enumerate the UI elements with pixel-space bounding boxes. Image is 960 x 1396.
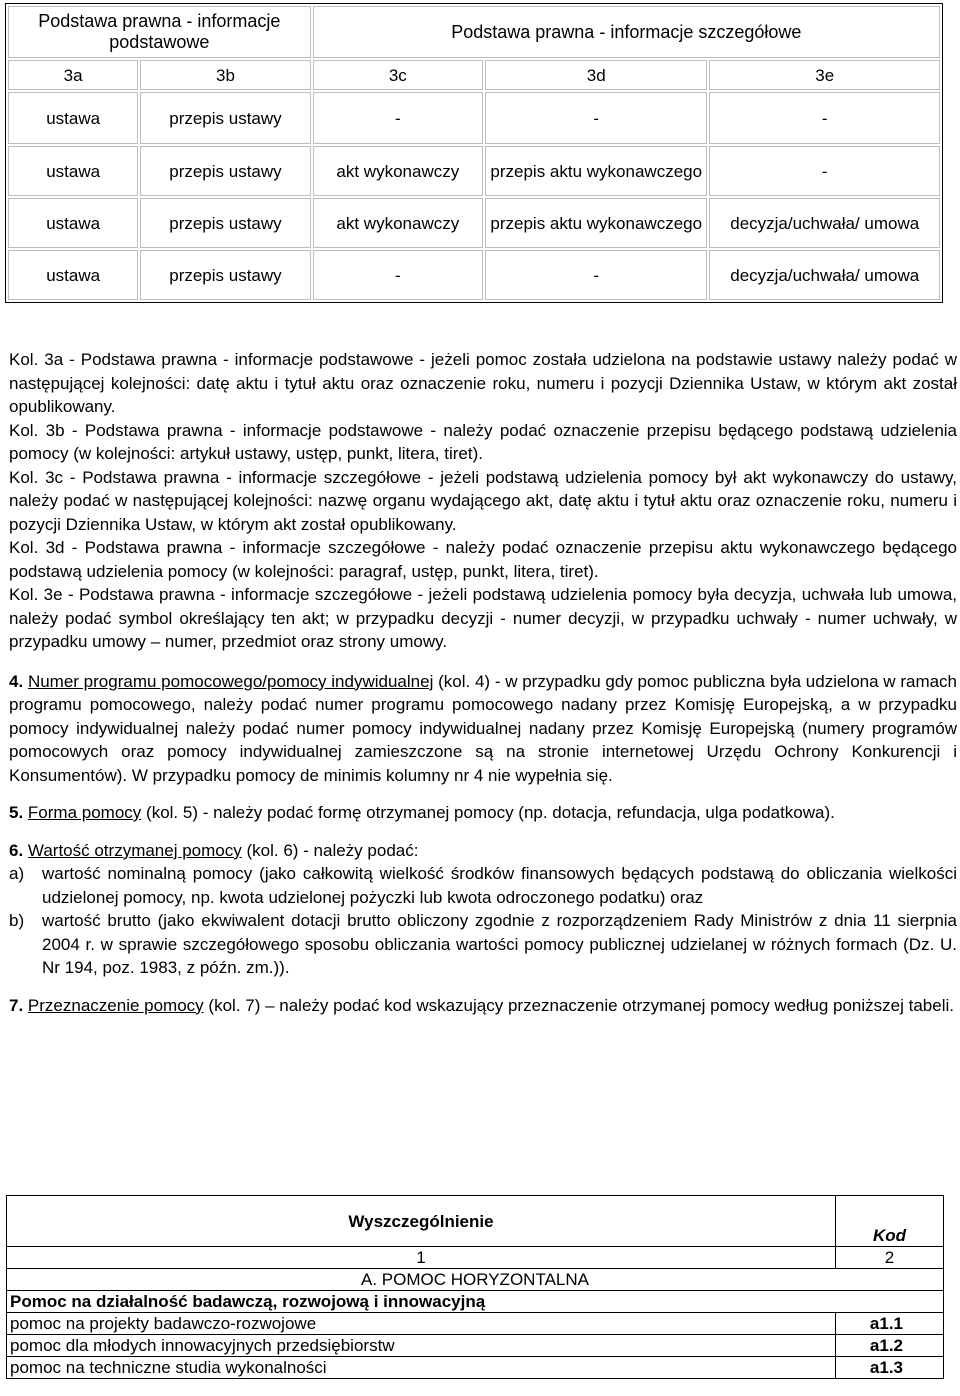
kol-code: 3b (45, 420, 65, 440)
header-name: Wyszczególnienie (7, 1196, 836, 1247)
kol-label: Kol. (9, 538, 39, 557)
col-label-3d: 3d (485, 60, 707, 90)
table-cell: - (709, 92, 940, 144)
kol-label: Kol. (9, 585, 39, 604)
section-title: Przeznaczenie pomocy (27, 995, 204, 1015)
table-cell: ustawa (8, 146, 138, 196)
table-cell: akt wykonawczy (313, 146, 483, 196)
table-header-row (7, 1196, 944, 1247)
legal-basis-table (5, 3, 943, 303)
kol-label: Kol. (9, 467, 39, 487)
section-text: (kol. 6) - należy podać: (246, 840, 419, 860)
column-labels-row (8, 60, 940, 90)
section-number: 4. (9, 671, 24, 691)
section-title: Forma pomocy (27, 803, 142, 822)
header-detail: Podstawa prawna - informacje szczegółowe (313, 6, 940, 58)
table-cell: - (485, 92, 707, 144)
kol-3d-paragraph (9, 536, 957, 583)
table-cell: - (709, 146, 940, 196)
section-4 (9, 670, 957, 788)
table-cell: - (485, 250, 707, 300)
section-heading: A. POMOC HORYZONTALNA (7, 1269, 944, 1291)
row-code: a1.2 (836, 1335, 944, 1357)
row-name: pomoc dla młodych innowacyjnych przedsiębiorstw (7, 1335, 836, 1357)
section-text: (kol. 5) - należy podać formę otrzymanej pomocy (np. dotacja, refundacja, ulga podatkowa). (146, 803, 835, 822)
kol-code: 3c (45, 467, 64, 487)
table-row (8, 92, 940, 144)
kol-label: Kol. (9, 420, 39, 440)
list-item-text: wartość brutto (jako ekwiwalent dotacji brutto obliczony zgodnie z rozporządzeniem Rady Ministrów z dnia 11 sierpnia 2004 r. w sprawie szczegółowego sposobu obliczania wartości pomocy publicznej udzielanej w różnych formach (Dz. U. Nr 194, poz. 1983, z późn. zm.)). (42, 911, 957, 977)
kol-text: - Podstawa prawna - informacje szczegółowe - należy podać oznaczenie przepisu aktu wykonawczego będącego podstawą udzielenia pomocy (w kolejności: paragraf, ustęp, punkt, litera, tiret). (9, 538, 958, 581)
kol-text: - Podstawa prawna - informacje szczegółowe - jeżeli podstawą udzielenia pomocy była decyzja, uchwała lub umowa, należy podać symbol określający ten akt; w przypadku decyzji - numer decyzji, w przypadku uchwały - numer uchwały, w przypadku umowy – numer, przedmiot oraz strony umowy. (9, 585, 958, 651)
section-title: Wartość otrzymanej pomocy (27, 840, 242, 860)
row-code: a1.1 (836, 1313, 944, 1335)
group-heading: Pomoc na działalność badawczą, rozwojową i innowacyjną (7, 1291, 944, 1313)
table-cell: - (313, 92, 483, 144)
section-row (7, 1269, 944, 1291)
table-cell: - (313, 250, 483, 300)
section-text: (kol. 7) – należy podać kod wskazujący przeznaczenie otrzymanej pomocy według poniższej tabeli. (208, 995, 954, 1015)
table-header-row (8, 6, 940, 58)
instructions-text (9, 348, 957, 1017)
col-label-3e: 3e (709, 60, 940, 90)
section-5 (9, 801, 957, 825)
list-item-label: b) (9, 911, 25, 930)
header-code: Kod (836, 1196, 944, 1247)
kol-3a-paragraph (9, 348, 957, 419)
group-row (7, 1291, 944, 1313)
section-7 (9, 994, 957, 1018)
table-cell: ustawa (8, 92, 138, 144)
col-label-3c: 3c (313, 60, 483, 90)
table-cell: przepis ustawy (140, 92, 310, 144)
table-cell: przepis ustawy (140, 146, 310, 196)
row-name: pomoc na projekty badawczo-rozwojowe (7, 1313, 836, 1335)
section-text: (kol. 4) - w przypadku gdy pomoc publiczna była udzielona w ramach programu pomocowego, należy podać numer programu pomocowego nadany przez Komisję Europejską, a w przypadku pomocy indywidualnej należy podać numer pomocy indywidualnej nadany przez Komisję Europejską (numery programów pomocowych oraz pomocy indywidualnej zamieszczone są na stronie internetowej Urzędu Ochrony Konkurencji i Konsumentów). W przypadku pomocy de minimis kolumny nr 4 nie wypełnia się. (9, 671, 958, 785)
table-cell: przepis ustawy (140, 250, 310, 300)
column-numbers-row (7, 1247, 944, 1269)
kol-code: 3a (44, 350, 64, 369)
table-row (8, 198, 940, 248)
section-number: 7. (9, 995, 24, 1015)
table-cell: ustawa (8, 250, 138, 300)
list-item-text: wartość nominalną pomocy (jako całkowitą wielkość środków finansowych będących podstawą do obliczania wielkości udzielonej pomocy, np. kwota udzielonej pożyczki lub kwota odroczonego podatku) oraz (42, 864, 957, 907)
list-item (9, 909, 957, 980)
kol-3b-paragraph (9, 419, 957, 466)
section-number: 5. (9, 803, 24, 822)
table-cell: przepis aktu wykonawczego (485, 146, 707, 196)
row-name: pomoc na techniczne studia wykonalności (7, 1357, 836, 1379)
kol-text: - Podstawa prawna - informacje podstawowe - jeżeli pomoc została udzielona na podstawie ustawy należy podać w następującej kolejności: datę aktu i tytuł aktu oraz oznaczenie roku, numeru i pozycji Dziennika Ustaw, w którym akt został opublikowany. (9, 350, 958, 416)
table-cell: ustawa (8, 198, 138, 248)
table-cell: decyzja/uchwała/ umowa (709, 198, 940, 248)
table-cell: decyzja/uchwała/ umowa (709, 250, 940, 300)
row-code: a1.3 (836, 1357, 944, 1379)
header-basic: Podstawa prawna - informacje podstawowe (8, 6, 311, 58)
column-number: 2 (836, 1247, 944, 1269)
table-row (8, 250, 940, 300)
kol-3c-paragraph (9, 466, 957, 537)
table-row (7, 1313, 944, 1335)
table-row (7, 1335, 944, 1357)
list-item-label: a) (9, 864, 25, 883)
table-cell: akt wykonawczy (313, 198, 483, 248)
list-item (9, 862, 957, 909)
table-row (8, 146, 940, 196)
kol-label: Kol. (9, 350, 39, 369)
col-label-3b: 3b (140, 60, 310, 90)
section-number: 6. (9, 840, 24, 860)
column-number: 1 (7, 1247, 836, 1269)
kol-3e-paragraph (9, 583, 957, 654)
kol-text: - Podstawa prawna - informacje szczegółowe - jeżeli podstawą udzielenia pomocy był akt wykonawczy do ustawy, należy podać w następującej kolejności: nazwę organu wydającego akt, datę aktu i tytuł aktu oraz oznaczenie roku, numeru i pozycji Dziennika Ustaw, w którym akt został opublikowany. (9, 467, 957, 534)
table-row (7, 1357, 944, 1379)
table-cell: przepis ustawy (140, 198, 310, 248)
kol-text: - Podstawa prawna - informacje podstawowe - należy podać oznaczenie przepisu będącego podstawą udzielenia pomocy (w kolejności: artykuł ustawy, ustęp, punkt, litera, tiret). (9, 420, 958, 463)
purpose-code-table (6, 1195, 944, 1379)
kol-code: 3d (45, 538, 65, 557)
section-6 (9, 839, 957, 863)
col-label-3a: 3a (8, 60, 138, 90)
section-title: Numer programu pomocowego/pomocy indywidualnej (27, 671, 434, 691)
kol-code: 3e (43, 585, 63, 604)
table-cell: przepis aktu wykonawczego (485, 198, 707, 248)
